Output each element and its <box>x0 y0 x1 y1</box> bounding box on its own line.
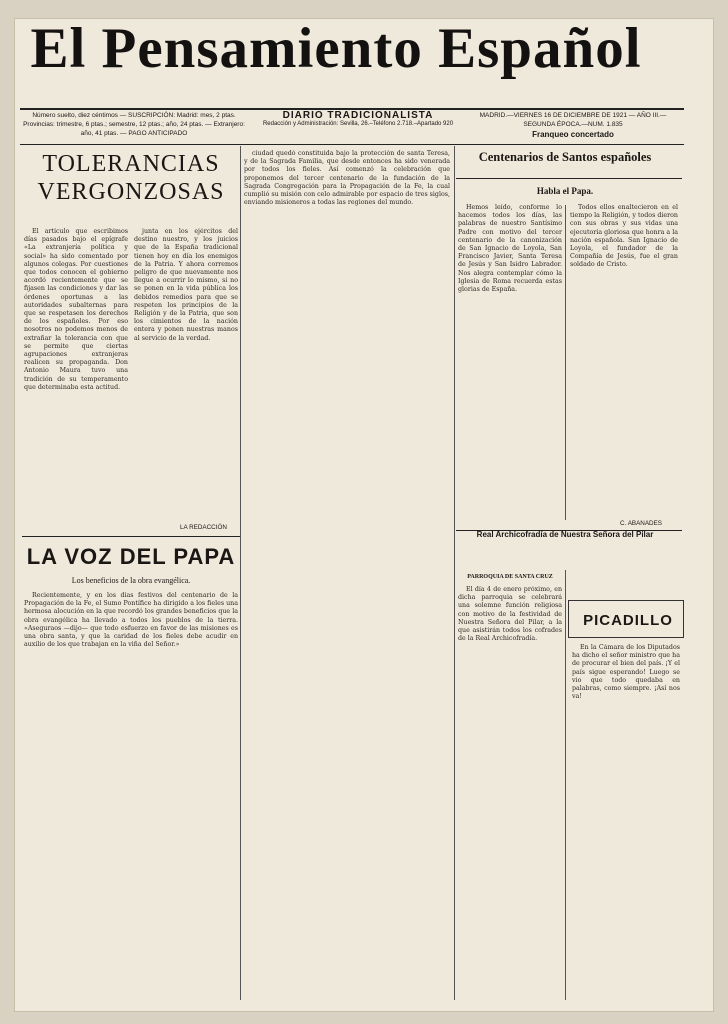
section-rule <box>456 178 682 179</box>
middle-column <box>244 150 450 998</box>
tolerancias-column-1 <box>24 228 128 518</box>
date-line: MADRID.—VIERNES 16 DE DICIEMBRE DE 1921 — AÑO III.—SEGUNDA ÉPOCA.—NUM. 1.835 <box>479 112 667 128</box>
picadillo-text: En la Cámara de los Diputados ha dicho el señor ministro que ha de procurar el bien del país. ¡Y el país sigue esperando! Luego se vio que todo quedaba en palabras, como siempre. ¡Así nos va! <box>572 644 680 701</box>
picadillo-headline: PICADILLO <box>583 612 673 629</box>
tolerancias-column-2 <box>134 228 238 518</box>
archicofradia-headline: Real Archicofradía de Nuestra Señora del Pilar <box>476 530 654 539</box>
franqueo-note: Franqueo concertado <box>532 129 614 139</box>
masthead-rule-top <box>20 108 684 110</box>
parroquia-headline: PARROQUIA DE SANTA CRUZ <box>467 574 553 580</box>
centenarios-text-1: Hemos leído, conforme lo hacemos todos los días, las palabras de nuestro Santísimo Padre con motivo del tercer centenario de la canonización de San Ignacio de Loyola, San Francisco Javier, Santa Teresa de Jesús y San Isidro Labrador. Nos alegra contemplar cómo la Iglesia de Roma recuerda estas glorias de España. <box>458 204 562 294</box>
column-rule <box>454 146 455 1000</box>
section-rule <box>22 536 240 537</box>
centenarios-column-2 <box>570 204 678 514</box>
tolerancias-text-1: El artículo que escribimos días pasados bajo el epígrafe «La extranjería política y social» ha sido comentado por algunos colegas. Por cuestiones que todos conocen el gobierno acordó recientemente que se fijasen las condiciones y dar las órdenes oportunas a las autoridades subalternas para que se respetasen los derechos de los españoles. Por eso nosotros no podemos menos de extrañar la tolerancia con que se permite que ciertas agrupaciones extranjeras realicen su propaganda. Don Antonio Maura tuvo una tradición de su temperamento que determinaba esta actitud. <box>24 228 128 391</box>
masthead-title: El Pensamiento Español <box>30 17 642 80</box>
column-rule <box>565 205 566 520</box>
parroquia-body <box>458 586 562 996</box>
issue-info <box>468 112 678 140</box>
voz-del-papa-text: Recientemente, y en los días festivos del centenario de la Propagación de la Fe, el Sumo Pontífice ha dirigido a los fieles una hermosa alocución en la que recordó los grandes beneficios que la obra evangélica ha llevado a todos los pueblos de la tierra. «Aseguraos —dijo— que todo esfuerzo en favor de las misiones es una obra santa, y que la caridad de los fieles debe acudir en auxilio de los que trabajan en la viña del Señor.» <box>24 592 238 649</box>
voz-del-papa-headline: LA VOZ DEL PAPA <box>26 544 236 569</box>
centenarios-column-1 <box>458 204 562 514</box>
tolerancias-headline: TOLERANCIAS VERGONZOSAS <box>37 151 225 205</box>
habla-el-papa-subhead: Habla el Papa. <box>536 186 594 196</box>
masthead-rule-bottom <box>20 144 684 145</box>
diario-title: DIARIO TRADICIONALISTA <box>282 110 434 121</box>
redaccion-info: Redacción y Administración: Sevilla, 26.–Teléfono 2.718.–Apartado 920 <box>262 121 454 127</box>
voz-del-papa-body <box>24 592 238 992</box>
picadillo-body <box>572 644 680 994</box>
tolerancias-text-2: junta en los ejércitos del destino nuestro, y los juicios que de la España tradicional tienen hoy en día los enemigos de la Patria. Y ahora corremos peligro de que nuevamente nos llegue a ocurrir lo mismo, si no se ponen en la vida pública los debidos remedios para que se respeten los principios de la Religión y de la Patria, que son los cimientos de la nación entera y ponen nuestras manos al servicio de la verdad. <box>134 228 238 342</box>
centenarios-text-2: Todos ellos enaltecieron en el tiempo la Religión, y todos dieron con sus obras y sus vidas una ejecutoria gloriosa que honra a la nación española. San Ignacio de Loyola, el fundador de la Compañía de Jesús, fue el gran soldado de Cristo. <box>570 204 678 269</box>
subscription-info: Número suelto, diez céntimos — SUSCRIPCIÓN: Madrid: mes, 2 ptas. Provincias: trimestre, 6 ptas.; semestre, 12 ptas.; año, 24 ptas. — Extranjero: año, 41 ptas. — PAGO ANTICIPADO <box>23 112 245 137</box>
centenarios-signature: C. ABANADES <box>620 520 662 527</box>
column-rule <box>240 146 241 1000</box>
parroquia-text: El día 4 de enero próximo, en dicha parroquia se celebrará una solemne función religiosa con motivo de la festividad de Nuestra Señora del Pilar, a la que asistirán todos los cofrades de la Real Archicofradía. <box>458 586 562 643</box>
voz-del-papa-subtitle: Los beneficios de la obra evangélica. <box>71 576 191 585</box>
tolerancias-signature: LA REDACCIÓN <box>180 524 227 531</box>
centenarios-headline: Centenarios de Santos españoles <box>478 150 652 164</box>
masthead-center <box>258 110 458 127</box>
middle-column-text: ciudad quedó constituida bajo la protección de santa Teresa, y de la Sagrada Familia, que desde entonces ha sido venerada por todos los fieles. Así comenzó la celebración que proponemos del tercer centenario de la fundación de la Sagrada Congregación para la Propagación de la Fe, la cual cumplió su misión con celo admirable por espacio de tres siglos, enviando misioneros a todas las regiones del mundo. <box>244 150 450 207</box>
column-rule <box>565 570 566 1000</box>
